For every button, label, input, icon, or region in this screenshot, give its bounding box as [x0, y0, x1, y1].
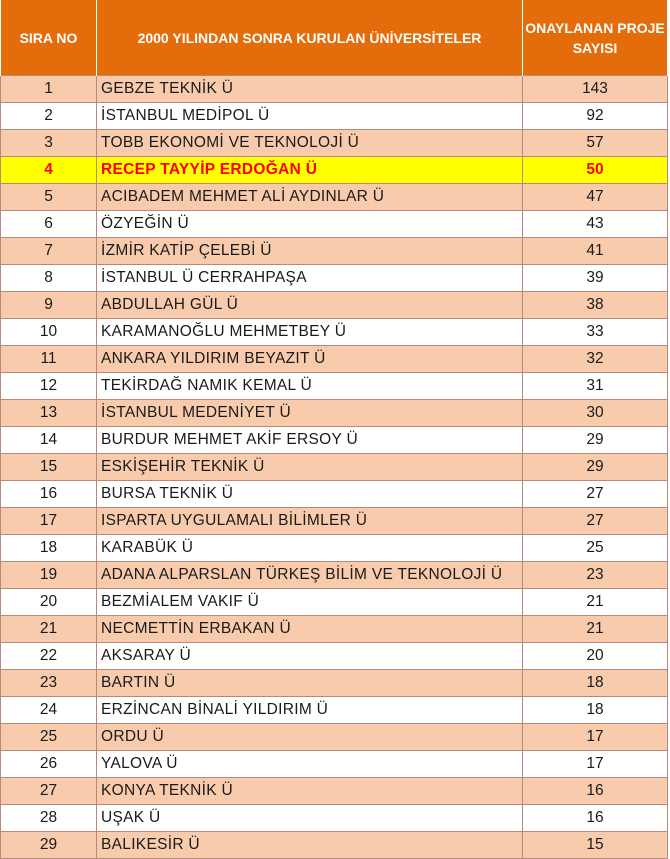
rank-cell: 3: [1, 130, 97, 157]
project-count-cell: 20: [523, 643, 668, 670]
rank-cell: 29: [1, 832, 97, 859]
university-name-cell: ESKİŞEHİR TEKNİK Ü: [97, 454, 523, 481]
table-row: [1, 643, 668, 670]
table-row: [1, 805, 668, 832]
table-row: [1, 265, 668, 292]
university-name-cell: TOBB EKONOMİ VE TEKNOLOJİ Ü: [97, 130, 523, 157]
rank-cell: 2: [1, 103, 97, 130]
table-row: [1, 778, 668, 805]
rank-cell: 12: [1, 373, 97, 400]
rank-cell: 27: [1, 778, 97, 805]
university-name-cell: İSTANBUL MEDENİYET Ü: [97, 400, 523, 427]
university-name-cell: İSTANBUL MEDİPOL Ü: [97, 103, 523, 130]
university-name-cell: ERZİNCAN BİNALİ YILDIRIM Ü: [97, 697, 523, 724]
rank-cell: 13: [1, 400, 97, 427]
rank-cell: 16: [1, 481, 97, 508]
university-name-cell: TEKİRDAĞ NAMIK KEMAL Ü: [97, 373, 523, 400]
project-count-cell: 16: [523, 805, 668, 832]
project-count-cell: 38: [523, 292, 668, 319]
table-row: [1, 562, 668, 589]
table-row: [1, 697, 668, 724]
header-rank: SIRA NO: [1, 0, 97, 76]
header-university: 2000 YILINDAN SONRA KURULAN ÜNİVERSİTELER: [97, 0, 523, 76]
university-name-cell: KARABÜK Ü: [97, 535, 523, 562]
university-name-cell: NECMETTİN ERBAKAN Ü: [97, 616, 523, 643]
rank-cell: 4: [1, 157, 97, 184]
project-count-cell: 57: [523, 130, 668, 157]
header-project-count: ONAYLANAN PROJE SAYISI: [523, 0, 668, 76]
university-name-cell: GEBZE TEKNİK Ü: [97, 76, 523, 103]
rank-cell: 21: [1, 616, 97, 643]
project-count-cell: 23: [523, 562, 668, 589]
project-count-cell: 27: [523, 481, 668, 508]
university-name-cell: İZMİR KATİP ÇELEBİ Ü: [97, 238, 523, 265]
table-header: [1, 0, 668, 76]
rank-cell: 14: [1, 427, 97, 454]
table-row: [1, 616, 668, 643]
table-row: [1, 427, 668, 454]
rank-cell: 28: [1, 805, 97, 832]
header-row: [1, 0, 668, 76]
project-count-cell: 39: [523, 265, 668, 292]
rank-cell: 5: [1, 184, 97, 211]
project-count-cell: 143: [523, 76, 668, 103]
table-body: [1, 76, 668, 859]
university-name-cell: İSTANBUL Ü CERRAHPAŞA: [97, 265, 523, 292]
table-row: [1, 481, 668, 508]
rank-cell: 1: [1, 76, 97, 103]
rank-cell: 23: [1, 670, 97, 697]
table-row: [1, 832, 668, 859]
university-name-cell: BARTIN Ü: [97, 670, 523, 697]
table-row: [1, 400, 668, 427]
project-count-cell: 21: [523, 616, 668, 643]
rank-cell: 15: [1, 454, 97, 481]
university-name-cell: KONYA TEKNİK Ü: [97, 778, 523, 805]
table-row: [1, 157, 668, 184]
project-count-cell: 17: [523, 724, 668, 751]
university-name-cell: UŞAK Ü: [97, 805, 523, 832]
university-name-cell: ÖZYEĞİN Ü: [97, 211, 523, 238]
university-name-cell: KARAMANOĞLU MEHMETBEY Ü: [97, 319, 523, 346]
project-count-cell: 47: [523, 184, 668, 211]
project-count-cell: 32: [523, 346, 668, 373]
university-name-cell: ADANA ALPARSLAN TÜRKEŞ BİLİM VE TEKNOLOJİ Ü: [97, 562, 523, 589]
rank-cell: 17: [1, 508, 97, 535]
table-row: [1, 319, 668, 346]
project-count-cell: 27: [523, 508, 668, 535]
project-count-cell: 29: [523, 427, 668, 454]
project-count-cell: 17: [523, 751, 668, 778]
table-row: [1, 589, 668, 616]
project-count-cell: 31: [523, 373, 668, 400]
rank-cell: 18: [1, 535, 97, 562]
university-name-cell: BEZMİALEM VAKIF Ü: [97, 589, 523, 616]
rank-cell: 19: [1, 562, 97, 589]
rank-cell: 10: [1, 319, 97, 346]
project-count-cell: 29: [523, 454, 668, 481]
rank-cell: 20: [1, 589, 97, 616]
university-name-cell: ACIBADEM MEHMET ALİ AYDINLAR Ü: [97, 184, 523, 211]
table-row: [1, 454, 668, 481]
rank-cell: 7: [1, 238, 97, 265]
project-count-cell: 50: [523, 157, 668, 184]
university-name-cell: ABDULLAH GÜL Ü: [97, 292, 523, 319]
university-name-cell: AKSARAY Ü: [97, 643, 523, 670]
university-name-cell: RECEP TAYYİP ERDOĞAN Ü: [97, 157, 523, 184]
table-row: [1, 103, 668, 130]
table-row: [1, 292, 668, 319]
table-row: [1, 670, 668, 697]
table-row: [1, 346, 668, 373]
rank-cell: 26: [1, 751, 97, 778]
project-count-cell: 43: [523, 211, 668, 238]
table-row: [1, 130, 668, 157]
rank-cell: 25: [1, 724, 97, 751]
university-name-cell: ISPARTA UYGULAMALI BİLİMLER Ü: [97, 508, 523, 535]
table-row: [1, 751, 668, 778]
table-row: [1, 238, 668, 265]
project-count-cell: 92: [523, 103, 668, 130]
rank-cell: 9: [1, 292, 97, 319]
project-count-cell: 41: [523, 238, 668, 265]
university-name-cell: ORDU Ü: [97, 724, 523, 751]
project-count-cell: 15: [523, 832, 668, 859]
table-row: [1, 724, 668, 751]
project-count-cell: 30: [523, 400, 668, 427]
project-count-cell: 33: [523, 319, 668, 346]
rank-cell: 8: [1, 265, 97, 292]
rank-cell: 11: [1, 346, 97, 373]
table-row: [1, 76, 668, 103]
rank-cell: 22: [1, 643, 97, 670]
project-count-cell: 16: [523, 778, 668, 805]
university-name-cell: BURSA TEKNİK Ü: [97, 481, 523, 508]
university-name-cell: BALIKESİR Ü: [97, 832, 523, 859]
table-row: [1, 508, 668, 535]
table-row: [1, 373, 668, 400]
rank-cell: 24: [1, 697, 97, 724]
university-name-cell: BURDUR MEHMET AKİF ERSOY Ü: [97, 427, 523, 454]
table-row: [1, 211, 668, 238]
project-count-cell: 21: [523, 589, 668, 616]
table-row: [1, 184, 668, 211]
project-count-cell: 18: [523, 697, 668, 724]
project-count-cell: 25: [523, 535, 668, 562]
project-count-cell: 18: [523, 670, 668, 697]
university-name-cell: YALOVA Ü: [97, 751, 523, 778]
rank-cell: 6: [1, 211, 97, 238]
university-name-cell: ANKARA YILDIRIM BEYAZIT Ü: [97, 346, 523, 373]
table-row: [1, 535, 668, 562]
